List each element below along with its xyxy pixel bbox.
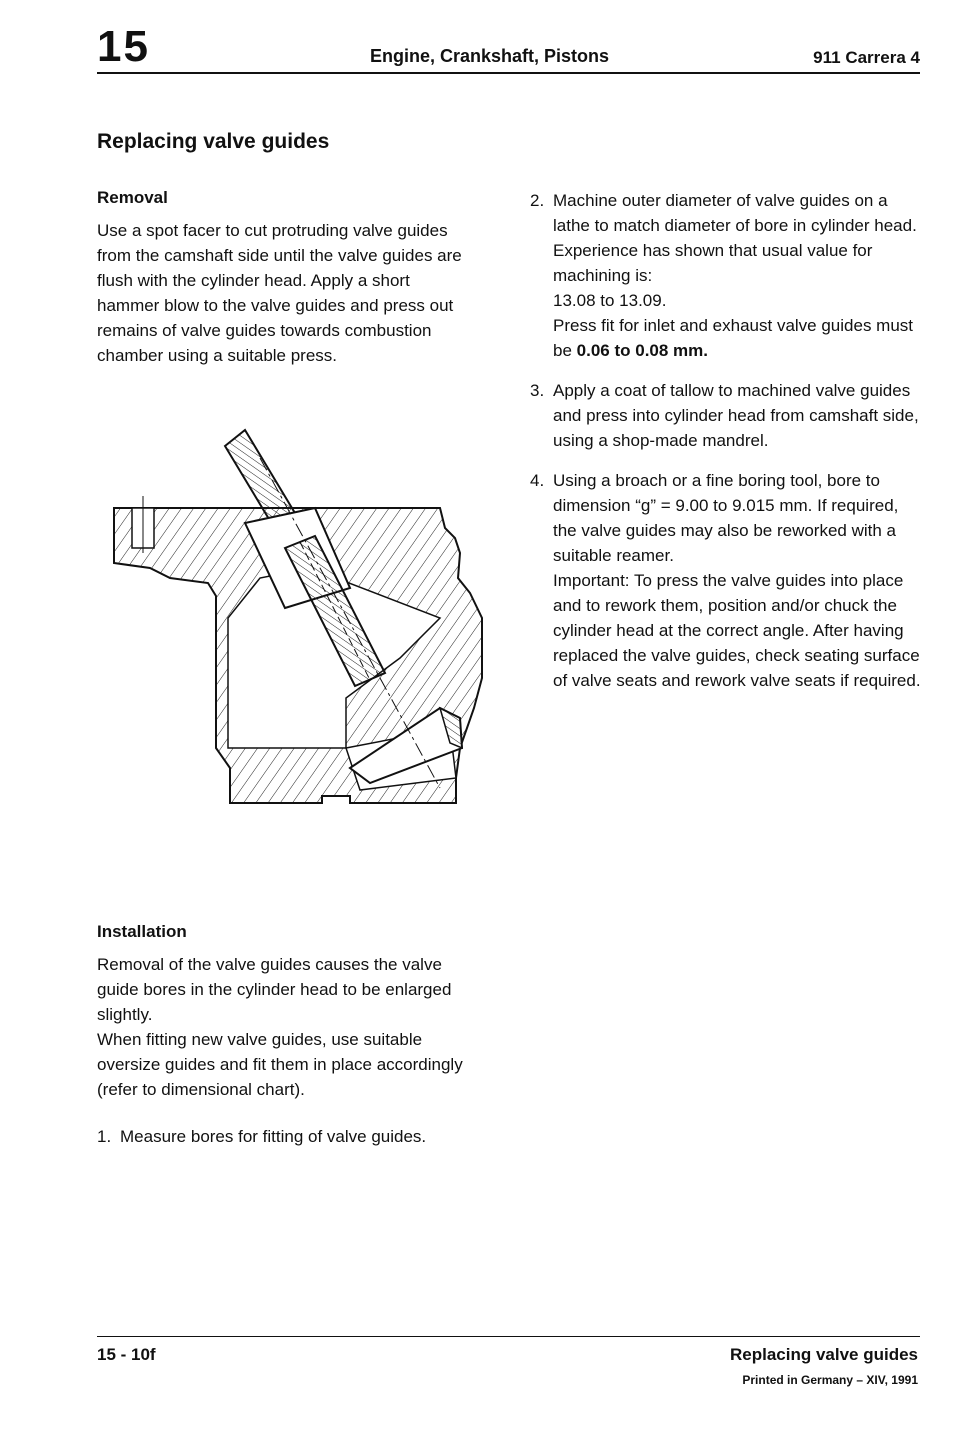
printed-note: Printed in Germany – XIV, 1991 (742, 1373, 918, 1387)
press-fit-label: Press fit for inlet and exhaust valve guides must be (553, 316, 914, 360)
footer-rule (97, 1336, 920, 1337)
step-3 (530, 378, 925, 453)
steps-column (530, 188, 925, 708)
removal-section (97, 188, 467, 368)
step-press-fit (553, 313, 925, 363)
step-text: Apply a coat of tallow to machined valve guides and press into cylinder head from camshaft side, using a shop-made mandrel. (553, 381, 919, 450)
step-value: 13.08 to 13.09. (553, 291, 667, 310)
footer-section-title: Replacing valve guides (729, 1345, 918, 1364)
step-number: 1. (97, 1127, 112, 1146)
removal-heading: Removal (97, 188, 168, 207)
step-number: 3. (530, 381, 545, 400)
valve-guide-diagram (110, 418, 490, 808)
step-1 (97, 1124, 467, 1149)
header-rule (97, 72, 920, 74)
step-text: Measure bores for fitting of valve guides. (120, 1127, 427, 1146)
removal-text: Use a spot facer to cut protruding valve guides from the camshaft side until the valve guides are flush with the cylinder head. Apply a short hammer blow to the valve guides and press out remains of valve guides towards combustion chamber using a suitable press. (97, 221, 462, 365)
step-text: Using a broach or a fine boring tool, bore to dimension “g” = 9.00 to 9.015 mm. If required, the valve guides may also be reworked with a suitable reamer. (553, 471, 899, 565)
step-2 (530, 188, 925, 363)
page-number: 15 - 10f (97, 1345, 156, 1364)
step-number: 4. (530, 471, 545, 490)
vehicle-model: 911 Carrera 4 (813, 48, 920, 67)
step-4 (530, 468, 925, 693)
installation-text-2: When fitting new valve guides, use suitable oversize guides and fit them in place accordingly (refer to dimensional chart). (97, 1030, 463, 1099)
chapter-title: Engine, Crankshaft, Pistons (370, 46, 610, 66)
chapter-number: 15 (97, 22, 150, 71)
step-number: 2. (530, 191, 545, 210)
installation-heading: Installation (97, 922, 187, 941)
press-fit-value: 0.06 to 0.08 mm. (576, 341, 708, 360)
section-title: Replacing valve guides (97, 130, 330, 153)
step-important: Important: To press the valve guides into place and to rework them, position and/or chuck the cylinder head at the correct angle. After having replaced the valve guides, check seating surface of valve seats and rework valve seats if required. (553, 571, 921, 690)
installation-text-1: Removal of the valve guides causes the valve guide bores in the cylinder head to be enlarged slightly. (97, 955, 452, 1024)
step-text: Machine outer diameter of valve guides on a lathe to match diameter of bore in cylinder head. Experience has shown that usual value for machining is: (553, 191, 917, 285)
installation-section (97, 922, 467, 1164)
